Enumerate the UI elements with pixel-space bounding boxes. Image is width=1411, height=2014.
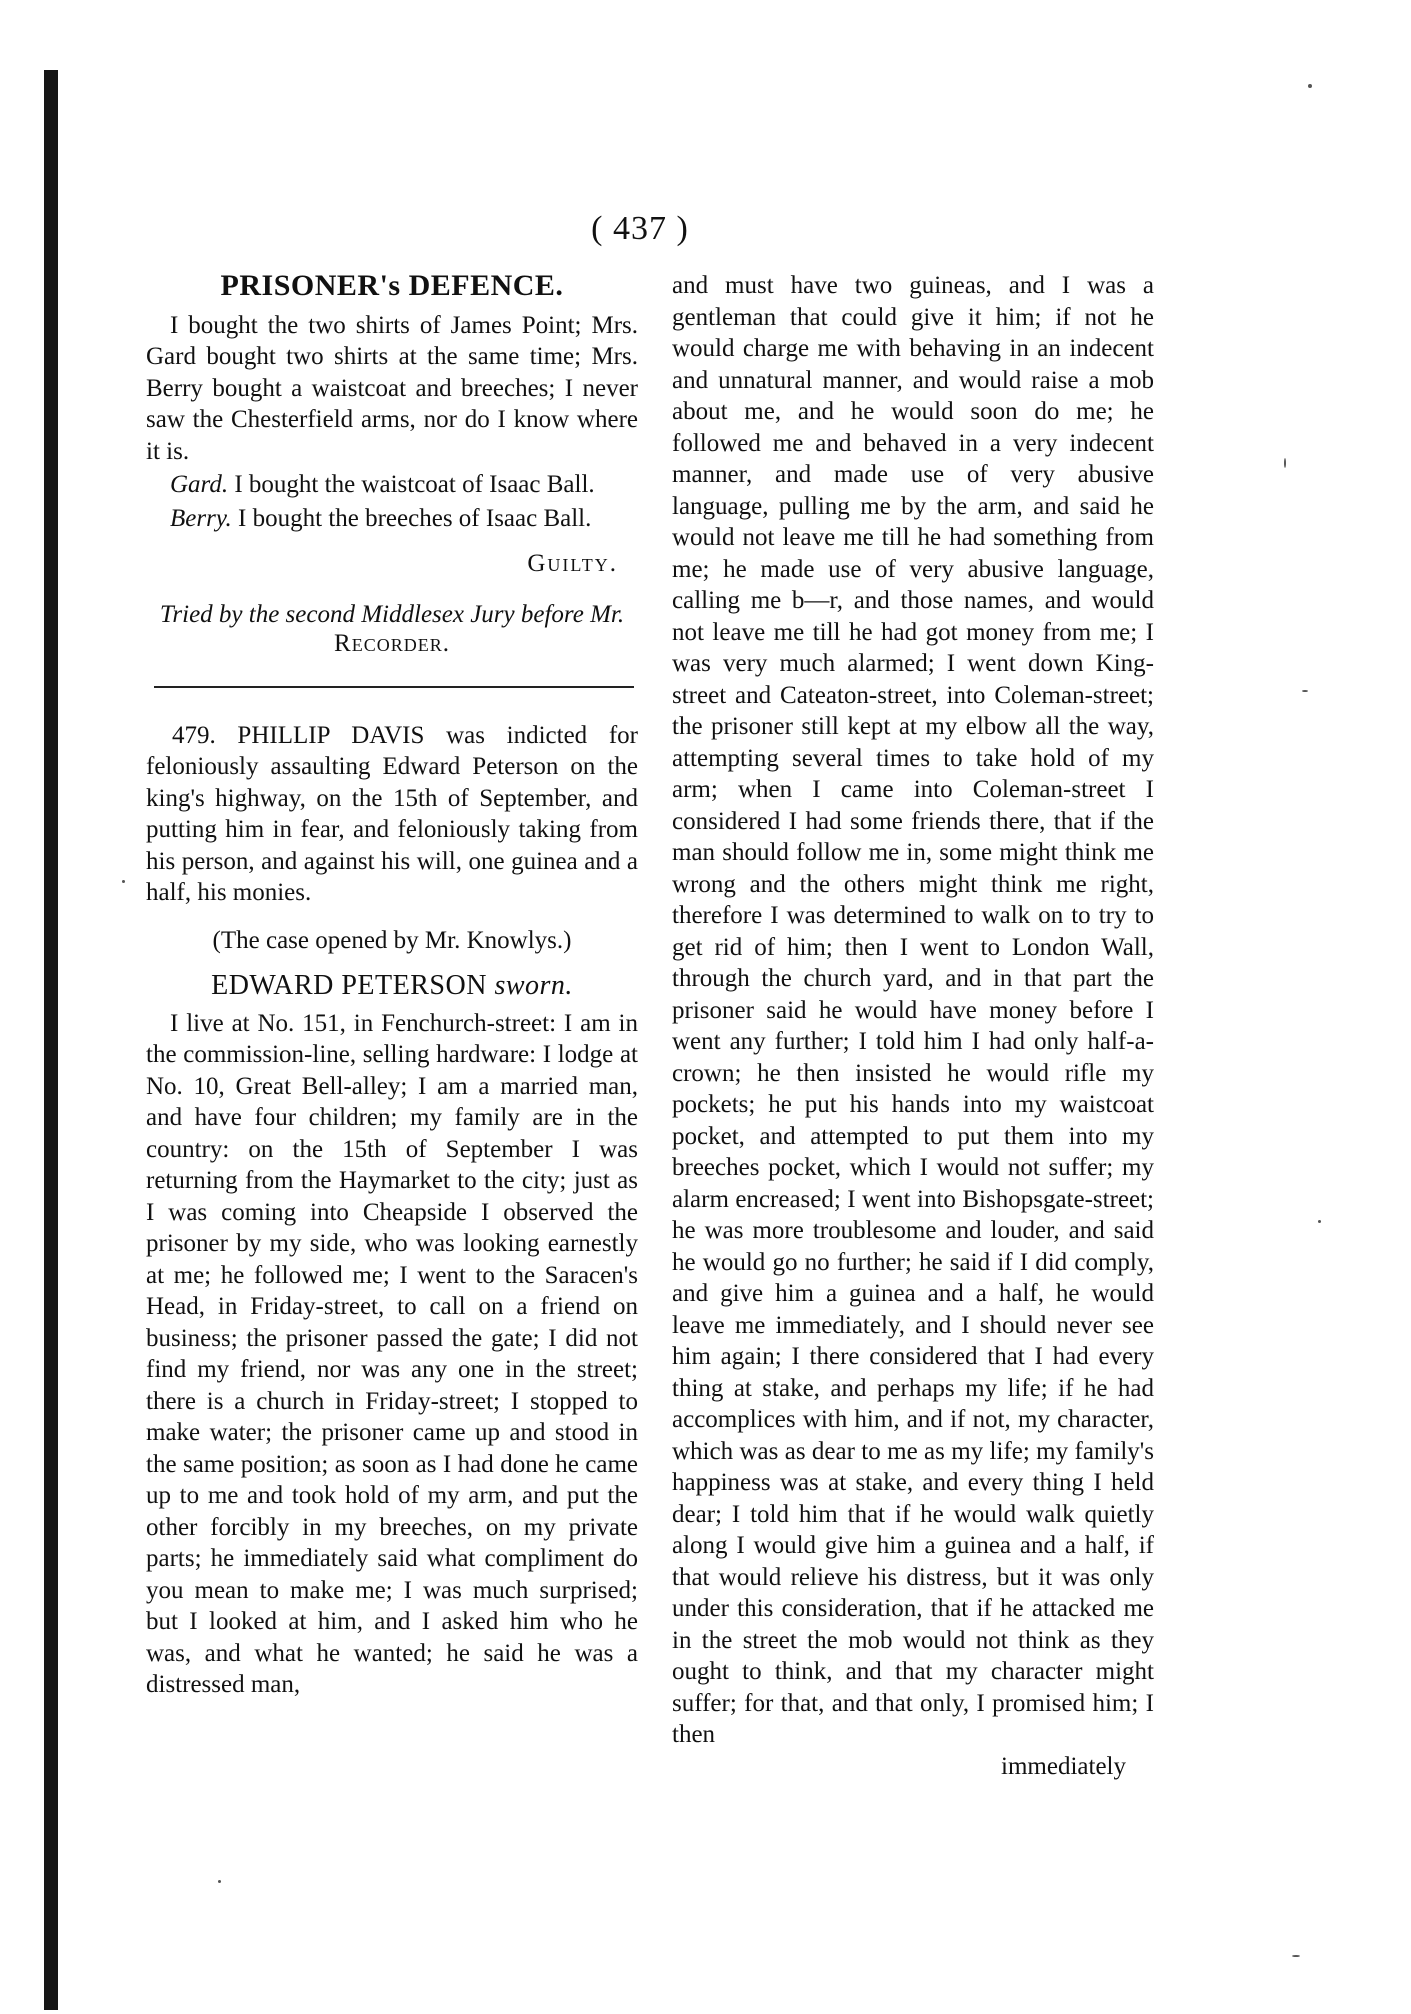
verdict: Guilty. (527, 550, 618, 577)
witness-sworn: sworn. (494, 970, 573, 1001)
catchword: immediately (1001, 1752, 1126, 1780)
gard-text: I bought the waistcoat of Isaac Ball. (234, 471, 595, 498)
gard-statement (146, 469, 638, 501)
berry-speaker: Berry. (170, 504, 232, 532)
ink-speck (1292, 1955, 1300, 1957)
testimony-left: I live at No. 151, in Fenchurch-street: I am in the commission-line, selling hardware: I lodge at No. 10, Great Bell-alley; I am a married man, and have four children; my family are in the country: on the 15th of September I was returning from the Haymarket to the city; just as I was coming into Cheapside I observed the prisoner by my side, who was looking earnestly at me; he followed me; I went to the Saracen's Head, in Friday-street, to call on a friend on business; the prisoner passed the gate; I did not find my friend, nor was any one in the street; there is a church in Friday-street; I stopped to make water; the prisoner came up and stood in the same position; as soon as I had done he came up to me and took hold of my arm, and put the other forcibly in my breeches, on my private parts; he immediately said what compliment do you mean to make me; I was much surprised; but I looked at him, and I asked him who he was, and what he wanted; he said he was a distressed man, (146, 1009, 638, 1698)
page-binding-shadow (44, 70, 58, 2010)
tried-note (146, 600, 638, 658)
testimony-right: and must have two guineas, and I was a gentleman that could give it him; if not he would charge me with behaving in an indecent and unnatural manner, and would raise a mob about me, and he would soon do me; he followed me and behaved in a very indecent manner, and made use of very abusive language, pulling me by the arm, and said he would not leave me till he had something from me; he made use of very abusive language, calling me b—r, and those names, and would not leave me till he had got money from me; I was very much alarmed; I went down King-street and Cateaton-street, into Coleman-street; the prisoner still kept at my elbow all the way, attempting several times to take hold of my arm; when I came into Coleman-street I considered I had some friends there, that if the man should follow me in, some might think me wrong and the others might think me right, therefore I was determined to walk on to try to get rid of him; then I went to London Wall, through the church yard, and in that part the prisoner said he would have money before I went any further; I told him I had only half-a-crown; he then insisted he would rifle my pockets; he put his hands into my waistcoat pocket, and attempted to put them into my breeches pocket, which I would not suffer; my alarm encreased; I went into Bishopsgate-street; he was more troublesome and louder, and said he would go no further; he said if I did comply, and give him a guinea and a half, he would leave me immediately, and I should never see him again; I there considered that I had every thing at stake, and perhaps my life; if he had accomplices with him, and if not, my character, which was as dear to me as my life; my family's happiness was at stake, and every thing I held dear; I told him that if he would walk quietly along I would give him a guinea and a half, if that would relieve his distress, but it was only under this consideration, that if he attacked me in the street the mob would not think as they ought to think, and that my character might suffer; for that, and that only, I promised him; I then (672, 272, 1154, 1748)
case-indictment: 479. PHILLIP DAVIS was indicted for feloniously assaulting Edward Peterson on the king's highway, on the 15th of September, and putting him in fear, and feloniously taking from his person, and against his will, one guinea and a half, his monies. (146, 721, 638, 906)
gard-speaker: Gard. (170, 471, 229, 498)
ink-speck (1308, 84, 1312, 88)
ink-speck (122, 880, 125, 883)
recorder: Recorder. (334, 629, 450, 657)
ink-speck (1318, 1220, 1321, 1223)
defence-heading: PRISONER's DEFENCE. (220, 269, 564, 302)
witness-heading (146, 970, 638, 1002)
ink-speck (1284, 458, 1286, 468)
section-divider (154, 686, 634, 688)
ink-speck (1302, 690, 1308, 692)
defence-statement: I bought the two shirts of James Point; Mrs. Gard bought two shirts at the same time; Mrs. Berry bought a waistcoat and breeches; I never saw the Chesterfield arms, nor do I know where it is. (146, 311, 638, 465)
berry-text: I bought the breeches of Isaac Ball. (238, 504, 592, 532)
page-number: ( 437 ) (591, 210, 689, 247)
left-column (146, 270, 638, 1701)
case-opened-note: (The case opened by Mr. Knowlys.) (212, 926, 572, 954)
right-column (672, 270, 1154, 1782)
witness-name: EDWARD PETERSON (211, 970, 487, 1001)
berry-statement (146, 503, 638, 535)
ink-speck (218, 1880, 221, 1883)
tried-line: Tried by the second Middlesex Jury before Mr. (159, 600, 625, 628)
